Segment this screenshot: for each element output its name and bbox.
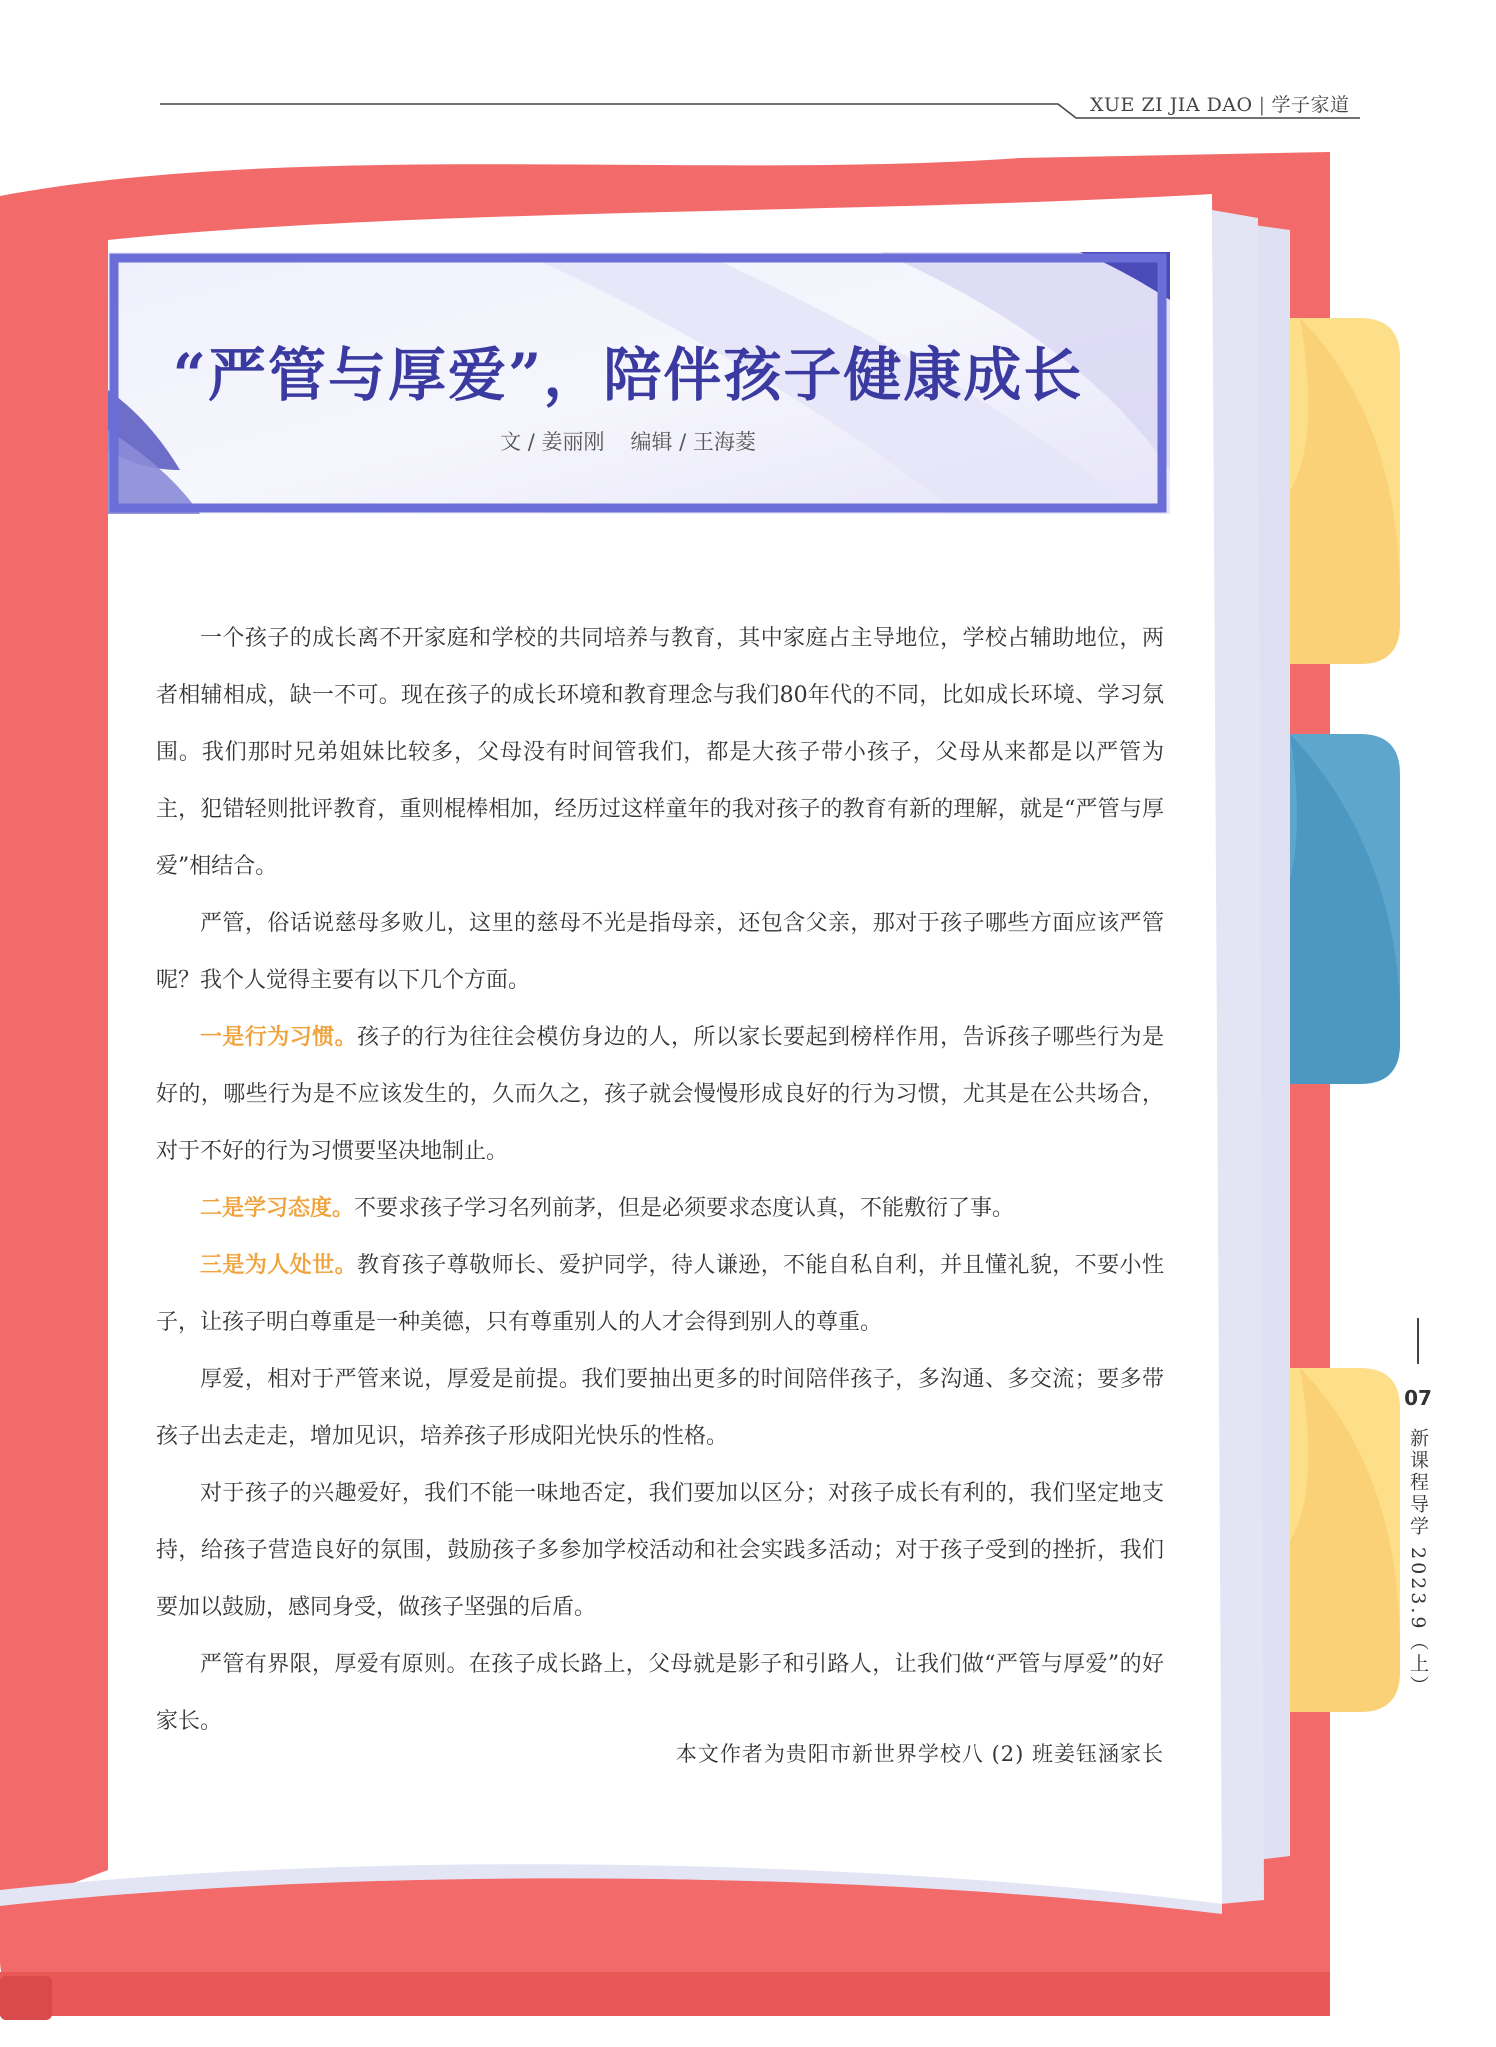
paragraph-text: 教育孩子尊敬师长、爱护同学，待人谦逊，不能自私自利，并且懂礼貌，不要小性子，让孩子明白尊重是一种美德，只有尊重别人的人才会得到别人的尊重。 — [156, 1253, 1164, 1335]
paragraph-text: 严管，俗话说慈母多败儿，这里的慈母不光是指母亲，还包含父亲，那对于孩子哪些方面应该严管呢？我个人觉得主要有以下几个方面。 — [156, 911, 1164, 993]
paragraph — [156, 1237, 1164, 1351]
byline — [108, 426, 1148, 456]
paragraph — [156, 1465, 1164, 1636]
paragraph-lead: 三是为人处世。 — [200, 1252, 357, 1278]
paragraph — [156, 610, 1164, 895]
paragraph-text: 严管有界限，厚爱有原则。在孩子成长路上，父母就是影子和引路人，让我们做“严管与厚爱”的好家长。 — [156, 1652, 1164, 1734]
author-credit: 本文作者为贵阳市新世界学校八 (2) 班姜钰涵家长 — [675, 1742, 1164, 1766]
running-head-separator: | — [1258, 94, 1266, 116]
book-corner — [0, 1976, 52, 2020]
article-body — [156, 610, 1164, 1750]
folio-rule — [1417, 1318, 1419, 1364]
paragraph-lead: 二是学习态度。 — [200, 1195, 355, 1221]
paragraph — [156, 1636, 1164, 1750]
paragraph-text: 对于孩子的兴趣爱好，我们不能一味地否定，我们要加以区分；对孩子成长有利的，我们坚定地支持，给孩子营造良好的氛围，鼓励孩子多参加学校活动和社会实践多活动；对于孩子受到的挫折，我们要加以鼓励，感同身受，做孩子坚强的后盾。 — [156, 1481, 1164, 1620]
book-spine-bottom — [0, 1972, 1330, 2016]
side-folio — [1398, 1318, 1438, 1698]
paragraph — [156, 1351, 1164, 1465]
magazine-issue: 新课程导学 2023.9（上） — [1407, 1428, 1429, 1698]
paragraph — [156, 1180, 1164, 1237]
editor: 编辑 / 王海菱 — [630, 430, 756, 454]
paragraph — [156, 895, 1164, 1009]
paragraph-lead: 一是行为习惯。 — [200, 1024, 357, 1050]
author: 文 / 姜丽刚 — [500, 430, 605, 454]
paragraph-text: 孩子的行为往往会模仿身边的人，所以家长要起到榜样作用，告诉孩子哪些行为是好的，哪些行为是不应该发生的，久而久之，孩子就会慢慢形成良好的行为习惯，尤其是在公共场合，对于不好的行为习惯要坚决地制止。 — [156, 1025, 1164, 1164]
page-number: 07 — [1404, 1386, 1432, 1410]
article-title: “严管与厚爱”，陪伴孩子健康成长 — [172, 341, 1084, 409]
running-head — [1090, 90, 1350, 116]
paragraph-text: 不要求孩子学习名列前茅，但是必须要求态度认真，不能敷衍了事。 — [354, 1196, 1015, 1221]
paragraph-text: 厚爱，相对于严管来说，厚爱是前提。我们要抽出更多的时间陪伴孩子，多沟通、多交流；要多带孩子出去走走，增加见识，培养孩子形成阳光快乐的性格。 — [156, 1367, 1164, 1449]
paragraph — [156, 1009, 1164, 1180]
article-header — [108, 252, 1148, 502]
paragraph-text: 一个孩子的成长离不开家庭和学校的共同培养与教育，其中家庭占主导地位，学校占辅助地位，两者相辅相成，缺一不可。现在孩子的成长环境和教育理念与我们80年代的不同，比如成长环境、学习氛围。我们那时兄弟姐妹比较多，父母没有时间管我们，都是大孩子带小孩子，父母从来都是以严管为主，犯错轻则批评教育，重则棍棒相加，经历过这样童年的我对孩子的教育有新的理解，就是“严管与厚爱”相结合。 — [156, 626, 1164, 879]
running-title-en: XUE ZI JIA DAO — [1090, 94, 1253, 116]
running-title-zh: 学子家道 — [1271, 94, 1350, 116]
